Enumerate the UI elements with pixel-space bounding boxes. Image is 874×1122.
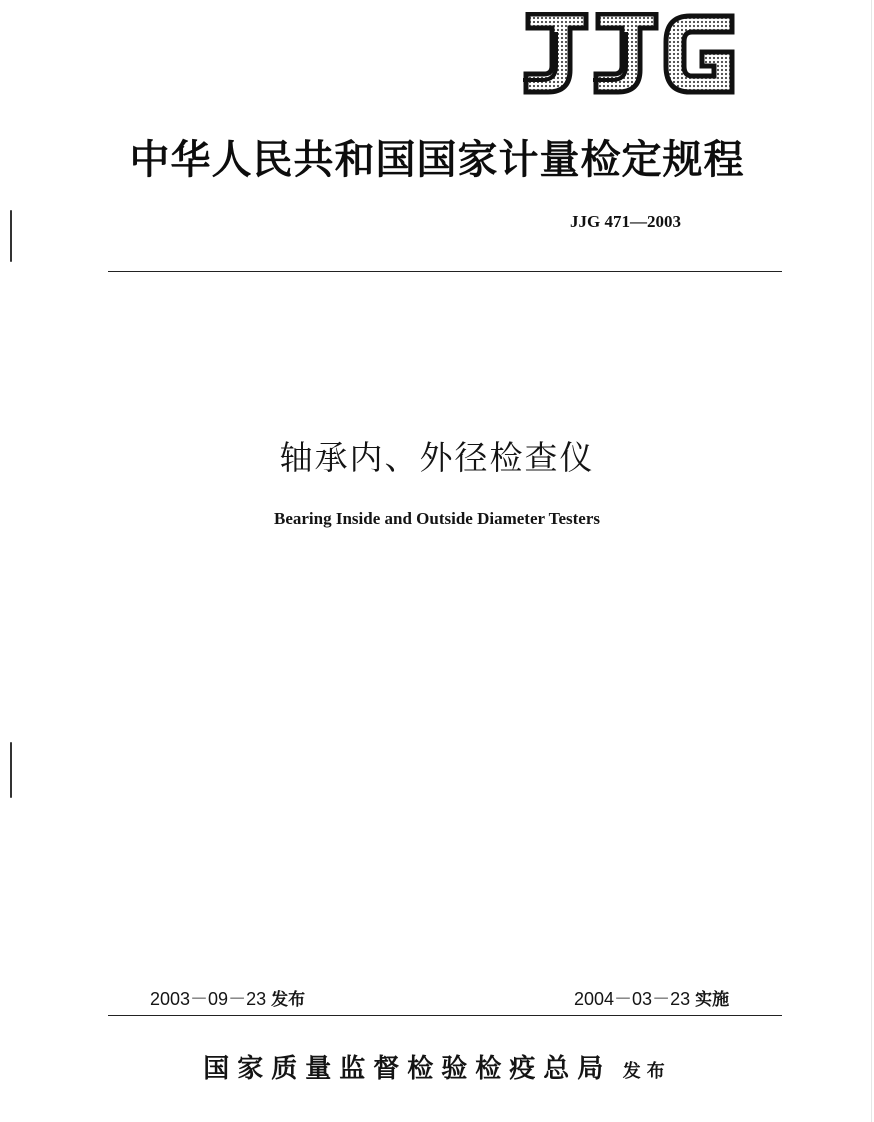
footer-divider [108, 1015, 782, 1016]
publisher-line [0, 1048, 874, 1085]
issue-label: 发布 [271, 990, 306, 1010]
regulation-series-title: 中华人民共和国国家计量检定规程 [129, 136, 745, 183]
issue-date: 2003－09－23 [150, 989, 267, 1009]
scan-binding-mark [10, 210, 12, 262]
publisher-name: 国家质量监督检验检疫总局 [203, 1054, 612, 1084]
standard-number: JJG 471—2003 [570, 212, 681, 231]
document-title-chinese: 轴承内、外径检查仪 [279, 438, 595, 477]
header-divider [108, 271, 782, 272]
jjg-logo-icon [520, 12, 738, 96]
publisher-action: 发布 [622, 1061, 671, 1082]
effective-date-line [574, 985, 729, 1011]
issue-date-line [150, 985, 305, 1011]
effective-label: 实施 [695, 990, 730, 1010]
document-title-english: Bearing Inside and Outside Diameter Testers [273, 509, 600, 528]
scan-binding-mark [10, 742, 12, 798]
effective-date: 2004－03－23 [574, 989, 691, 1009]
